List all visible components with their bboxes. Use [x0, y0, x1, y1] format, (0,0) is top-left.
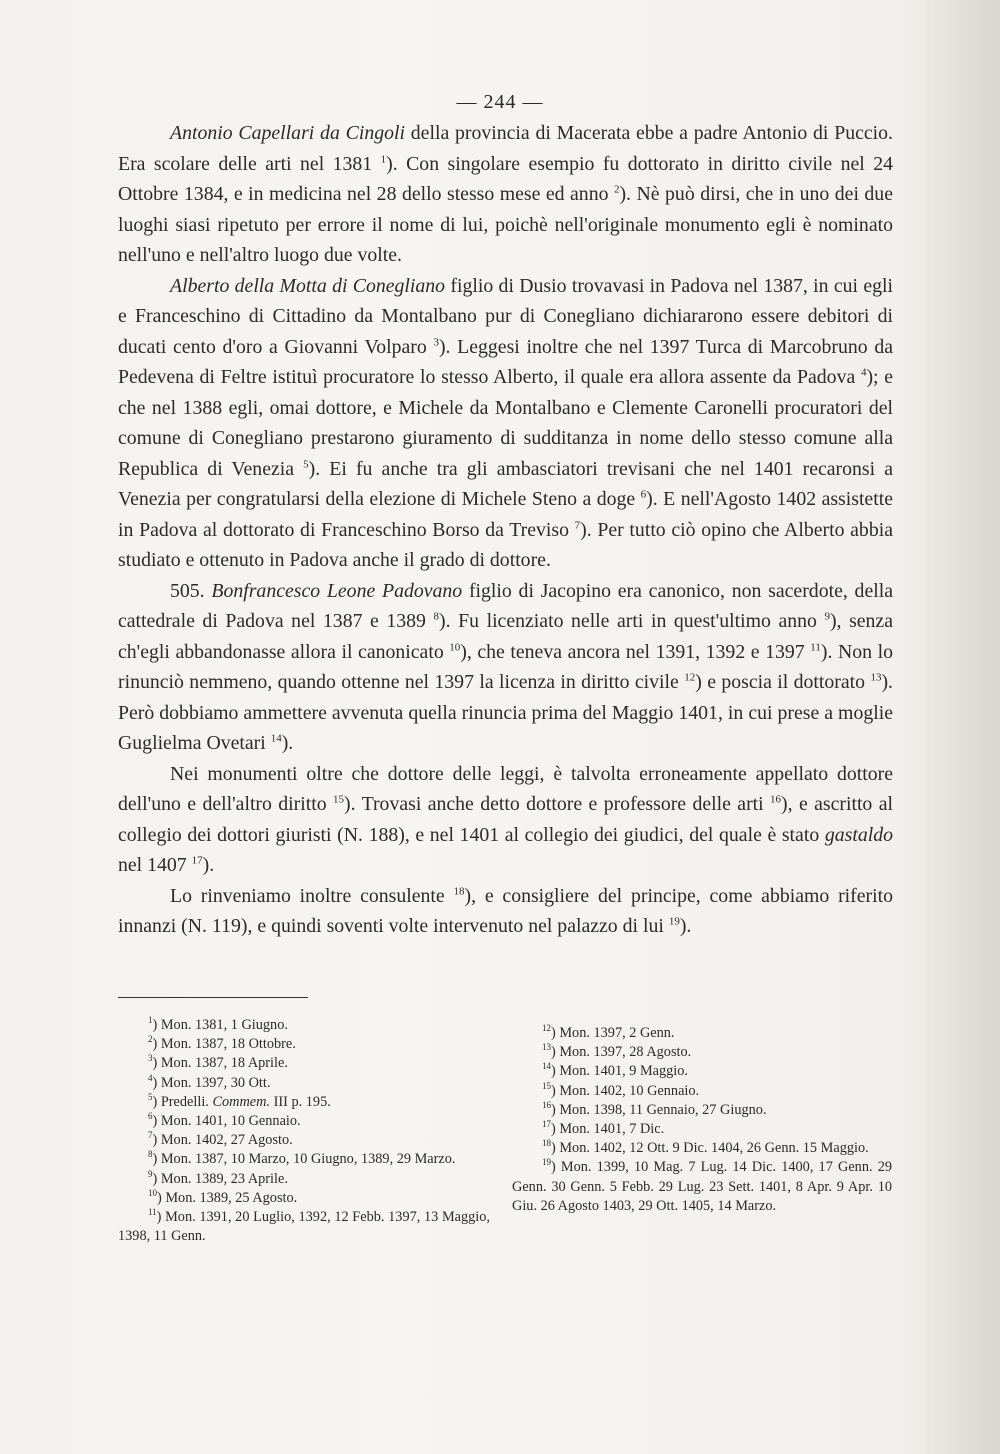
note-marker: 15 — [542, 1080, 551, 1091]
text-run: ), senza ch'egli abbandonasse allora il canonicato — [118, 610, 893, 663]
note-marker: 15 — [333, 793, 345, 806]
text-run: ). — [281, 732, 294, 754]
footnote — [512, 1082, 892, 1101]
footnote — [118, 1093, 490, 1112]
footnote — [118, 1112, 490, 1131]
text-run: ); e che nel 1388 egli, omai dottore, e Michele da Montalbano e Clemente Caronelli procuratori del comune di Conegliano prestarono giuramento di sudditanza in nome dello stesso comune alla Republica di Venezia — [118, 366, 893, 480]
note-marker: 8 — [148, 1149, 153, 1160]
note-marker: 7 — [574, 518, 581, 531]
note-marker: 13 — [542, 1042, 551, 1053]
footnote — [118, 1074, 490, 1093]
text-run: della provincia di Macerata ebbe a padre Antonio di Puccio. Era scolare delle arti nel 1381 — [118, 122, 893, 175]
text-run: ). Nè può dirsi, che in uno dei due luoghi siasi ripetuto per errore il nome di lui, poichè nell'originale monumento egli è nominato nell'uno e nell'altro luogo due volte. — [118, 183, 893, 266]
paragraph — [118, 881, 893, 942]
note-marker: 3 — [433, 335, 439, 348]
paragraph — [118, 576, 893, 759]
footnote — [512, 1158, 892, 1216]
footnote — [512, 1120, 892, 1139]
text-run: ) Mon. 1397, 30 Ott. — [152, 1074, 271, 1091]
paragraph — [118, 118, 893, 271]
text-run: ) Mon. 1402, 12 Ott. 9 Dic. 1404, 26 Genn. 15 Maggio. — [551, 1140, 869, 1157]
text-run: nel 1407 — [118, 854, 192, 876]
text-run: ) Mon. 1389, 25 Agosto. — [157, 1189, 298, 1206]
note-marker: 14 — [542, 1061, 551, 1072]
footnote — [118, 1170, 490, 1189]
footnote — [512, 1024, 892, 1043]
note-marker: 18 — [542, 1138, 551, 1149]
text-run: ) Mon. 1402, 27 Agosto. — [152, 1132, 293, 1149]
italic-text: Antonio Capellari da Cingoli — [170, 122, 405, 144]
text-run: ) Mon. 1387, 18 Aprile. — [152, 1055, 288, 1072]
footnotes-right-column — [512, 1024, 892, 1216]
footnote — [512, 1043, 892, 1062]
italic-text: Commem. — [212, 1093, 271, 1110]
paragraph — [118, 271, 893, 576]
text-run: ) Mon. 1387, 10 Marzo, 10 Giugno, 1389, 29 Marzo. — [152, 1151, 456, 1168]
text-run: Nei monumenti oltre che dottore delle leggi, è talvolta erroneamente appellato dottore dell'uno e dell'altro diritto — [118, 762, 893, 815]
note-marker: 4 — [860, 366, 867, 379]
text-run: 505. — [170, 579, 212, 602]
text-run: ) Mon. 1402, 10 Gennaio. — [551, 1082, 700, 1099]
footnote — [512, 1101, 892, 1120]
note-marker: 10 — [449, 640, 461, 653]
note-marker: 5 — [148, 1092, 153, 1103]
footnote — [118, 1035, 490, 1054]
text-run: ) Predelli. — [152, 1093, 213, 1110]
note-marker: 10 — [148, 1188, 157, 1199]
text-run: figlio di Dusio trovavasi in Padova nel 1387, in cui egli e Franceschino di Cittadino da Montalbano pur di Conegliano dichiararono essere debitori di ducati cento d'oro a Giovanni Volparo — [118, 274, 893, 358]
text-run: ). — [679, 915, 692, 937]
note-marker: 1 — [380, 152, 387, 165]
note-marker: 9 — [824, 610, 830, 623]
footnote — [118, 1189, 490, 1208]
text-run: ) Mon. 1391, 20 Luglio, 1392, 12 Febb. 1397, 13 Maggio, 1398, 11 Genn. — [118, 1209, 490, 1245]
text-run: ) Mon. 1401, 7 Dic. — [551, 1121, 665, 1138]
note-marker: 2 — [148, 1034, 153, 1045]
text-run: ), e ascritto al collegio dei dottori giuristi (N. 188), e nel 1401 al collegio dei giudici, del quale è stato — [118, 793, 893, 846]
italic-text: Alberto della Motta di Conegliano — [170, 274, 446, 297]
note-marker: 9 — [148, 1168, 153, 1179]
note-marker: 6 — [640, 488, 647, 501]
note-marker: 3 — [148, 1053, 153, 1064]
italic-text: gastaldo — [824, 823, 893, 846]
text-run: ). Per tutto ciò opino che Alberto abbia studiato e ottenuto in Padova anche il grado di dottore. — [118, 518, 893, 571]
main-text — [118, 118, 893, 942]
note-marker: 11 — [810, 640, 821, 653]
text-run: ). Fu licenziato nelle arti in quest'ultimo anno — [439, 610, 825, 632]
note-marker: 5 — [303, 457, 309, 470]
footnote — [118, 1016, 490, 1035]
note-marker: 6 — [148, 1111, 153, 1122]
text-run: ) Mon. 1381, 1 Giugno. — [152, 1017, 288, 1033]
text-run: ) Mon. 1387, 18 Ottobre. — [152, 1036, 296, 1053]
note-marker: 4 — [148, 1072, 153, 1083]
text-run: Lo rinveniamo inoltre consulente — [170, 884, 454, 907]
text-run: ). Leggesi inoltre che nel 1397 Turca di Marcobruno da Pedevena di Feltre istituì procuratore lo stesso Alberto, il quale era allora assente da Padova — [118, 335, 893, 388]
text-run: ) Mon. 1401, 10 Gennaio. — [152, 1113, 301, 1130]
text-run: III p. 195. — [270, 1093, 331, 1110]
note-marker: 12 — [684, 671, 696, 684]
footnote — [118, 1131, 490, 1150]
note-marker: 19 — [668, 915, 680, 928]
page-number: — 244 — — [456, 91, 544, 113]
text-run: ) Mon. 1399, 10 Mag. 7 Lug. 14 Dic. 1400, 17 Genn. 29 Genn. 30 Genn. 5 Febb. 29 Lug. 23 Sett. 1401, 8 Apr. 9 Apr. 10 Giu. 26 Agosto 1403, 29 Ott. 1405, 14 Marzo. — [512, 1159, 892, 1214]
note-marker: 16 — [770, 793, 782, 806]
note-marker: 11 — [148, 1207, 157, 1218]
note-marker: 13 — [870, 671, 882, 684]
text-run: ) Mon. 1389, 23 Aprile. — [152, 1170, 288, 1187]
text-run: ). Con singolare esempio fu dottorato in diritto civile nel 24 Ottobre 1384, e in medicina nel 28 dello stesso mese ed anno — [118, 152, 893, 205]
note-marker: 14 — [270, 732, 282, 745]
text-run: ). Trovasi anche detto dottore e professore delle arti — [344, 793, 771, 815]
text-run: ). — [202, 854, 215, 876]
note-marker: 8 — [433, 610, 440, 623]
note-marker: 12 — [542, 1023, 551, 1034]
text-run: ). Però dobbiamo ammettere avvenuta quella rinuncia prima del Maggio 1401, in cui prese a moglie Guglielma Ovetari — [118, 671, 893, 754]
footnote — [118, 1150, 490, 1169]
text-run: ) Mon. 1397, 28 Agosto. — [551, 1044, 692, 1061]
italic-text: Bonfrancesco Leone Padovano — [211, 579, 463, 602]
text-run: ), e consigliere del principe, come abbiamo riferito innanzi (N. 119), e quindi soventi volte intervenuto nel palazzo di lui — [118, 884, 893, 937]
footnote — [512, 1139, 892, 1158]
text-run: ), che teneva ancora nel 1391, 1392 e 1397 — [460, 640, 811, 663]
note-marker: 17 — [191, 854, 203, 867]
note-marker: 2 — [613, 183, 620, 196]
text-run: ) Mon. 1398, 11 Gennaio, 27 Giugno. — [551, 1101, 767, 1118]
footnotes-left-column — [118, 1016, 490, 1246]
footnote — [512, 1062, 892, 1081]
text-run: ) e poscia il dottorato — [695, 671, 871, 693]
paragraph — [118, 759, 893, 881]
text-run: ) Mon. 1397, 2 Genn. — [551, 1025, 675, 1041]
note-marker: 16 — [542, 1100, 551, 1111]
note-marker: 18 — [453, 884, 465, 897]
footnote — [118, 1208, 490, 1246]
text-run: ) Mon. 1401, 9 Maggio. — [551, 1063, 689, 1080]
note-marker: 7 — [148, 1130, 153, 1141]
text-run: ). Non lo rinunciò nemmeno, quando ottenne nel 1397 la licenza in diritto civile — [118, 640, 893, 693]
footnote — [118, 1054, 490, 1073]
note-marker: 19 — [542, 1157, 551, 1168]
text-run: ). E nell'Agosto 1402 assistette in Padova al dottorato di Franceschino Borso da Treviso — [118, 488, 893, 541]
text-run: figlio di Jacopino era canonico, non sacerdote, della cattedrale di Padova nel 1387 e 1389 — [118, 579, 893, 632]
footnote-separator — [118, 997, 308, 998]
note-marker: 1 — [148, 1015, 153, 1026]
text-run: ). Ei fu anche tra gli ambasciatori trevisani che nel 1401 recaronsi a Venezia per congratularsi della elezione di Michele Steno a doge — [118, 457, 893, 510]
note-marker: 17 — [542, 1119, 551, 1130]
